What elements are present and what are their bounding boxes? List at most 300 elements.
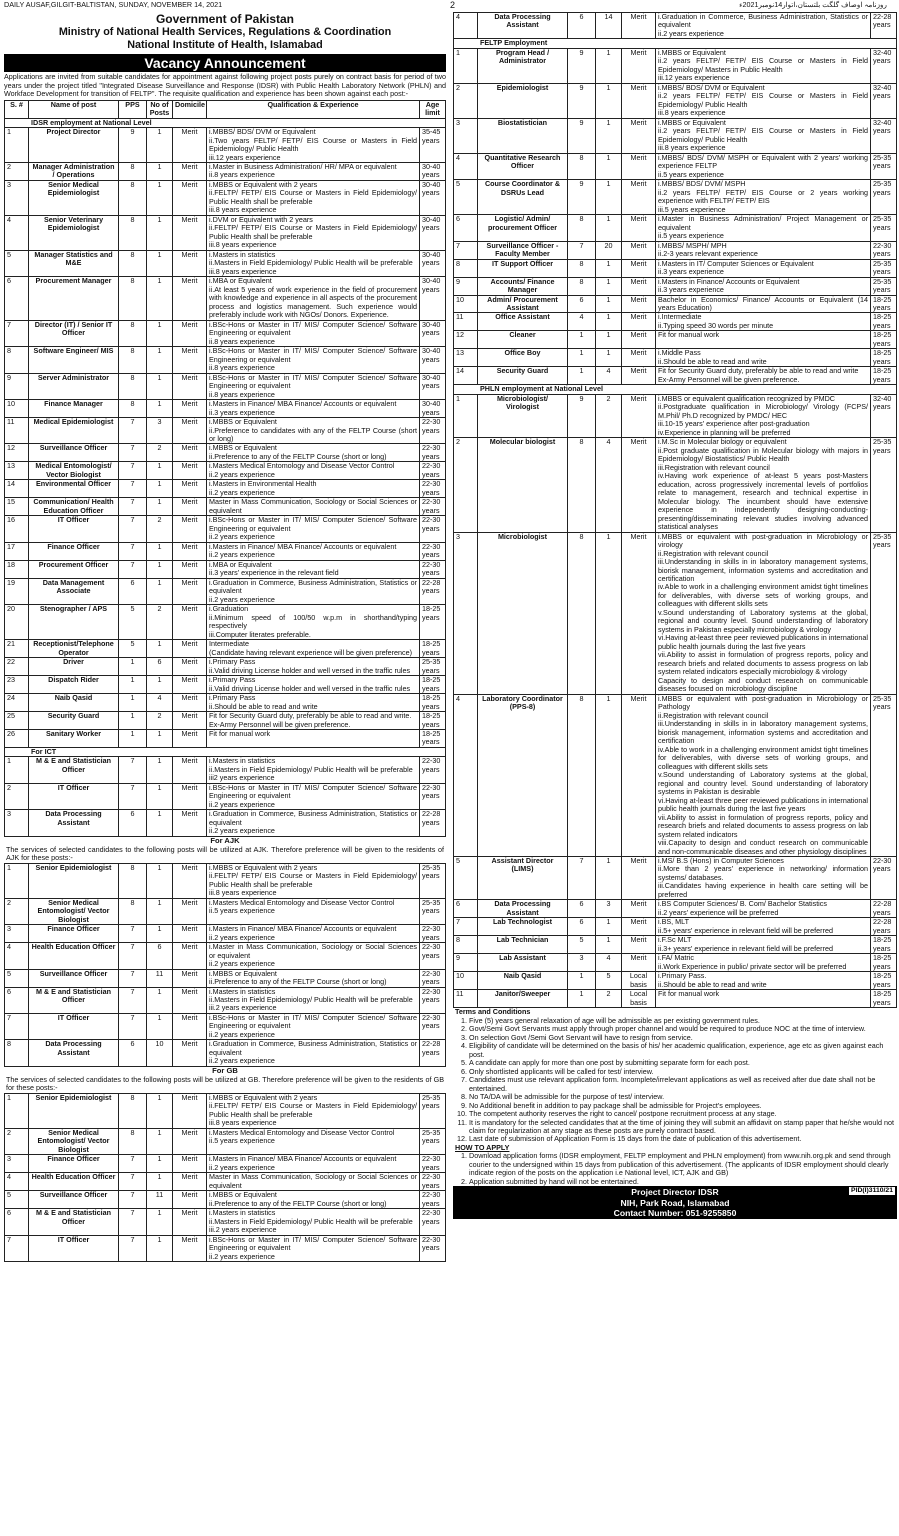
cell-domicile: Merit [622,241,656,259]
cell-serial: 4 [5,215,29,250]
cell-posts: 1 [147,462,173,480]
cell-qualification: Bachelor in Economics/ Finance/ Accounts or Equivalent (14 years Education) [656,295,871,313]
cell-pps: 7 [119,757,147,783]
table-row [454,295,897,313]
cell-pps: 8 [568,153,596,179]
cell-domicile: Merit [173,1040,207,1066]
table-row [5,560,446,578]
cell-domicile: Merit [173,1235,207,1261]
cell-serial: 1 [5,757,29,783]
list-item: 3. On selection Govt /Semi Govt Servant will have to resign from service. [469,1034,895,1042]
cell-qualification: i.BSc-Hons or Master in IT/ MIS/ Computer Science/ Software Engineering or equivalent ii.8 years experience [207,373,420,399]
cell-age: 25-35 years [871,259,897,277]
cell-age: 25-35 years [420,863,446,898]
footer-address: NIH, Park Road, Islamabad [620,1197,730,1208]
cell-post-name: Janitor/Sweeper [478,990,568,1008]
cell-qualification: i.BS, MLT ii.5+ years' experience in relevant field will be preferred [656,918,871,936]
cell-posts: 1 [147,1235,173,1261]
cell-qualification: i.BSc-Hons or Master in IT/ MIS/ Computer Science/ Software Engineering or equivalent ii.8 years experience [207,320,420,346]
cell-posts: 1 [147,277,173,320]
cell-pps: 9 [568,83,596,118]
cell-qualification: Fit for manual work [656,990,871,1008]
table-row [454,180,897,215]
table-row [5,162,446,180]
left-table-body [5,118,446,836]
cell-age: 18-25 years [871,313,897,331]
cell-posts: 1 [596,349,622,367]
cell-age: 22-30 years [420,757,446,783]
cell-domicile: Merit [173,462,207,480]
cell-serial: 1 [454,394,478,437]
cell-serial: 6 [5,1209,29,1235]
cell-pps: 4 [568,313,596,331]
cell-posts: 1 [596,694,622,856]
cell-post-name: Naib Qasid [478,972,568,990]
cell-pps: 7 [119,516,147,542]
cell-pps: 8 [568,215,596,241]
cell-age: 25-35 years [871,215,897,241]
cell-pps: 6 [568,295,596,313]
masthead-right: روزنامہ اوصاف گلگت بلتستان،اتوار14نومبر2021ء [739,0,887,9]
cell-pps: 7 [119,943,147,969]
cell-serial: 21 [5,640,29,658]
cell-posts: 1 [596,83,622,118]
cell-post-name: Accounts/ Finance Manager [478,277,568,295]
cell-pps: 6 [568,918,596,936]
cell-pps: 9 [568,394,596,437]
cell-domicile: Merit [173,1155,207,1173]
table-row [454,241,897,259]
cell-serial: 2 [5,162,29,180]
table-row [454,694,897,856]
cell-age: 22-30 years [420,516,446,542]
cell-posts: 4 [596,367,622,385]
cell-serial: 11 [454,990,478,1008]
cell-qualification: i.Graduation in Commerce, Business Administration, Statistics or equivalent ii.2 years experience [656,13,871,39]
cell-age: 18-25 years [420,694,446,712]
cell-pps: 7 [119,480,147,498]
cell-post-name: Receptionist/Telephone Operator [29,640,119,658]
cell-domicile: Merit [173,1191,207,1209]
cell-qualification: i.Intermediate ii.Typing speed 30 words per minute [656,313,871,331]
cell-post-name: Office Assistant [478,313,568,331]
cell-domicile: Merit [173,250,207,276]
cell-age: 22-30 years [420,1191,446,1209]
cell-qualification: i.FA/ Matric ii.Work Experience in public/ private sector will be preferred [656,954,871,972]
cell-domicile: Merit [173,578,207,604]
cell-post-name: Communication/ Health Education Officer [29,498,119,516]
cell-qualification: i.BSc-Hons or Master in IT/ MIS/ Computer Science/ Software Engineering or equivalent ii.2 years experience [207,783,420,809]
cell-serial: 11 [5,418,29,444]
cell-age: 18-25 years [420,605,446,640]
cell-domicile: Merit [622,349,656,367]
cell-pps: 7 [119,925,147,943]
cell-age: 22-30 years [420,418,446,444]
cell-age: 22-30 years [420,925,446,943]
cell-post-name: Office Boy [478,349,568,367]
cell-domicile: Merit [173,542,207,560]
cell-domicile: Merit [622,394,656,437]
header-post: Name of post [29,100,119,118]
cell-qualification: i.Masters Medical Entomology and Disease Vector Control ii.5 years experience [207,898,420,924]
cell-serial: 19 [5,578,29,604]
cell-domicile: Merit [622,954,656,972]
cell-serial: 3 [454,532,478,694]
cell-qualification: i.BSc-Hons or Master in IT/ MIS/ Computer Science/ Software Engineering or equivalent ii.8 years experience [207,347,420,373]
cell-domicile: Local basis [622,990,656,1008]
cell-post-name: IT Officer [29,1013,119,1039]
cell-post-name: Senior Medical Entomologist/ Vector Biologist [29,1128,119,1154]
cell-pps: 6 [119,810,147,836]
cell-post-name: Microbiologist [478,532,568,694]
cell-posts: 3 [596,900,622,918]
cell-post-name: Data Processing Assistant [29,1040,119,1066]
cell-domicile: Merit [622,532,656,694]
table-row [5,1093,446,1128]
table-row [5,1040,446,1066]
cell-pps: 6 [568,13,596,39]
cell-qualification: i.MBBS/ BDS/ DVM or Equivalent ii.Two years FELTP/ FETP/ EIS Course or Masters in Field Epidemiology/ Public Health iii.12 years experience [207,128,420,163]
table-row [5,498,446,516]
cell-domicile: Local basis [622,972,656,990]
cell-serial: 1 [5,863,29,898]
cell-post-name: Lab Technician [478,936,568,954]
cell-posts: 1 [147,578,173,604]
cell-serial: 20 [5,605,29,640]
cell-age: 22-30 years [871,241,897,259]
cell-posts: 1 [147,1173,173,1191]
cell-posts: 1 [596,532,622,694]
cell-posts: 4 [596,954,622,972]
cell-qualification: i.MBBS or equivalent with post-graduation in Microbiology or virology ii.Registration with relevant council iii.Understanding in skills in in laboratory management systems, biorisk management, information systems and accreditation and certification iv.Able to work in a challenging environment amidst tight timelines for deliverables, with diverse sets of working groups, and colleagues with different skills sets v.Sound understanding of Laboratory systems at the global, regional and country level. Sound understanding of laboratory systems in Pakistan especially microbiology & virology vi.Having at-least three peer reviewed publications in international public health journals during the last five years vii.Ability to assist in formulation of progress reports, policy and research briefs and related documents to assess progress on lab system related indicators especially microbiology & virology Capacity to design and conduct research on communicable diseases focused on microbiology discipline [656,532,871,694]
cell-serial: 4 [5,1173,29,1191]
cell-pps: 7 [119,1155,147,1173]
cell-age: 30-40 years [420,400,446,418]
cell-post-name: M & E and Statistician Officer [29,1209,119,1235]
table-row [5,757,446,783]
table-row [454,277,897,295]
cell-qualification: i.Masters Medical Entomology and Disease Vector Control ii.5 years experience [207,1128,420,1154]
table-row [5,987,446,1013]
table-row [5,215,446,250]
cell-domicile: Merit [173,373,207,399]
vacancy-table-right [453,12,897,1008]
table-row [454,13,897,39]
cell-qualification: i.Master in Business Administration/ Project Management or equivalent ii.5 years experience [656,215,871,241]
list-item: 9. No Additional benefit in addition to pay package shall be admissible for Project's employees. [469,1102,895,1110]
cell-domicile: Merit [173,162,207,180]
cell-post-name: Stenographer / APS [29,605,119,640]
cell-domicile: Merit [622,438,656,532]
pid-code: PID(I)3110/21 [851,1187,893,1195]
cell-qualification: i.Masters in Environmental Health ii.2 years experience [207,480,420,498]
cell-pps: 9 [568,118,596,153]
howto-title: HOW TO APPLY [455,1142,510,1152]
cell-domicile: Merit [173,400,207,418]
ministry-title: Ministry of National Health Services, Regulations & Coordination [58,26,392,39]
cell-posts: 1 [147,215,173,250]
cell-pps: 1 [119,712,147,730]
list-item: 8. No TA/DA will be admissible for the purpose of test/ interview. [469,1093,895,1101]
institute-title: National Institute of Health, Islamabad [127,38,323,51]
cell-post-name: Security Guard [478,367,568,385]
cell-posts: 1 [147,898,173,924]
cell-qualification: i.MBBS/ MSPH/ MPH ii.2-3 years relevant experience [656,241,871,259]
cell-age: 22-28 years [420,578,446,604]
cell-domicile: Merit [173,925,207,943]
cell-domicile: Merit [173,640,207,658]
cell-posts: 1 [147,400,173,418]
table-row [5,347,446,373]
cell-post-name: IT Support Officer [478,259,568,277]
section-title: For ICT [5,747,446,756]
cell-domicile: Merit [622,900,656,918]
cell-pps: 8 [568,694,596,856]
cell-posts: 20 [596,241,622,259]
list-item: 1. Download application forms (IDSR employment, FELTP employment and PHLN employment) from www.nih.org.pk and send through courier to the undersigned within 15 days from publication of this advertisement. (The applicants of IDSR employment should clearly indicate region of the posts on the application i.e National level, ICT, AJK and GB) [469,1152,895,1177]
cell-age: 30-40 years [420,180,446,215]
cell-domicile: Merit [622,215,656,241]
advertisement-header [4,12,446,52]
cell-domicile: Merit [173,712,207,730]
cell-domicile: Merit [173,215,207,250]
cell-pps: 9 [568,180,596,215]
cell-pps: 7 [119,1209,147,1235]
cell-qualification: Fit for manual work [656,331,871,349]
cell-serial: 10 [454,295,478,313]
table-row [454,331,897,349]
cell-qualification: i.Masters in statistics ii.Masters in Field Epidemiology/ Public Health will be preferable iii.2 years experience [207,987,420,1013]
cell-qualification: i.BS Computer Sciences/ B. Com/ Bachelor Statistics ii.2 years' experience will be preferred [656,900,871,918]
cell-qualification: i.MBBS or Equivalent with 2 years ii.FELTP/ FETP/ EIS Course or Masters in Field Epidemiology/ Public Health shall be preferable iii.8 years experience [207,863,420,898]
cell-post-name: Program Head / Administrator [478,48,568,83]
cell-serial: 9 [454,277,478,295]
cell-age: 25-35 years [871,180,897,215]
cell-pps: 6 [119,1040,147,1066]
vacancy-table-left [4,100,446,837]
cell-post-name: Health Education Officer [29,943,119,969]
cell-posts: 2 [596,394,622,437]
cell-domicile: Merit [173,516,207,542]
table-row [5,1155,446,1173]
cell-pps: 8 [119,215,147,250]
table-row [5,658,446,676]
header-qualification: Qualification & Experience [207,100,420,118]
cell-age: 18-25 years [871,349,897,367]
cell-qualification: i.Primary Pass ii.Valid driving License holder and well versed in the traffic rules [207,676,420,694]
cell-posts: 1 [596,259,622,277]
cell-pps: 7 [568,856,596,899]
cell-age: 25-35 years [871,277,897,295]
cell-qualification: i.BSc-Hons or Master in IT/ MIS/ Computer Science/ Software Engineering or equivalent ii.2 years experience [207,516,420,542]
cell-qualification: i.Masters in statistics ii.Masters in Field Epidemiology/ Public Health will be preferable iii.8 years experience [207,250,420,276]
cell-age: 30-40 years [420,373,446,399]
cell-qualification: i.Graduation in Commerce, Business Administration, Statistics or equivalent ii.2 years experience [207,1040,420,1066]
cell-qualification: i.F.Sc MLT ii.3+ years' experience in relevant field will be preferred [656,936,871,954]
cell-posts: 1 [147,1128,173,1154]
list-item: 2. Govt/Semi Govt Servants must apply through proper channel and would be required to produce NOC at the time of interview. [469,1025,895,1033]
table-row [5,277,446,320]
table-row [5,694,446,712]
cell-domicile: Merit [622,13,656,39]
table-row [5,969,446,987]
cell-post-name: Procurement Officer [29,560,119,578]
table-row [454,936,897,954]
cell-post-name: Admin/ Procurement Assistant [478,295,568,313]
cell-pps: 7 [119,987,147,1013]
cell-age: 22-30 years [420,1209,446,1235]
cell-qualification: i.MBBS or Equivalent ii.2 years FELTP/ FETP/ EIS Course or Masters in Field Epidemiology/ Public Health iii.8 years experience [656,118,871,153]
cell-pps: 8 [119,863,147,898]
cell-serial: 16 [5,516,29,542]
cell-post-name: Project Director [29,128,119,163]
table-row [5,810,446,836]
cell-posts: 1 [596,313,622,331]
list-item: 12. Last date of submission of Application Form is 15 days from the date of publication of this advertisement. [469,1135,895,1143]
cell-age: 22-28 years [420,810,446,836]
table-row [5,542,446,560]
cell-serial: 13 [5,462,29,480]
cell-posts: 1 [596,277,622,295]
cell-age: 30-40 years [420,320,446,346]
cell-post-name: Microbiologist/ Virologist [478,394,568,437]
cell-qualification: i.M.Sc in Molecular biology or equivalent ii.Post graduate qualification in Molecular biology with majors in Epidemiology/ Biostatistics/ Public Health iii.Registration with relevant council iv.Having work experience of at-least 5 years post-Masters education, across progressively incremental levels of portfolios relate to management, research and technical expertise in Molecular biology. The incumbent should have extensive experience in independently designing-conducting-presenting/disseminating relevant studies involving advanced statistical analyses [656,438,871,532]
table-row [454,532,897,694]
cell-age: 30-40 years [420,162,446,180]
cell-posts: 1 [147,810,173,836]
right-table-body [454,13,897,1008]
cell-serial: 6 [454,900,478,918]
gb-note: The services of selected candidates to the following posts will be utilized at GB. Therefore preference will be given to the residents of GB for these posts:- [6,1074,444,1093]
cell-post-name: Dispatch Rider [29,676,119,694]
cell-domicile: Merit [173,320,207,346]
cell-age: 22-30 years [420,783,446,809]
table-row [454,972,897,990]
cell-qualification: i.MBBS/ BDS/ DVM or Equivalent ii.2 years FELTP/ FETP/ EIS Course or Masters in Field Epidemiology/ Public Health iii.8 years experience [656,83,871,118]
cell-post-name: Biostatistician [478,118,568,153]
cell-post-name: Finance Officer [29,1155,119,1173]
cell-serial: 2 [5,1128,29,1154]
cell-domicile: Merit [173,729,207,747]
cell-serial: 14 [5,480,29,498]
table-row [5,863,446,898]
intro-paragraph: Applications are invited from suitable candidates for appointment against following project posts purely on contract basis for period of two years under the project titled "Integrated Disease Surveillance and Response (IDSR) with Public Health Laboratory Network (PHLN) and Workface Development for transition of FELTP". The requisite qualification and experience has been shown against each post:- [4,72,446,99]
table-row [454,215,897,241]
cell-domicile: Merit [622,83,656,118]
cell-serial: 13 [454,349,478,367]
section-title: PHLN employment at National Level [454,385,897,394]
cell-qualification: i.BSc-Hons or Master in IT/ MIS/ Computer Science/ Software Engineering or equivalent ii.2 years experience [207,1013,420,1039]
table-row [454,48,897,83]
cell-posts: 1 [147,1155,173,1173]
cell-domicile: Merit [622,331,656,349]
table-row [5,400,446,418]
cell-age: 25-35 years [420,1128,446,1154]
cell-age: 18-25 years [871,295,897,313]
cell-serial: 9 [454,954,478,972]
masthead [4,0,895,10]
cell-serial: 4 [5,943,29,969]
cell-posts: 1 [147,640,173,658]
table-header-row [5,100,446,118]
gb-table-body [5,1093,446,1261]
cell-serial: 4 [454,694,478,856]
cell-pps: 8 [119,347,147,373]
table-row [5,516,446,542]
cell-qualification: Fit for manual work [207,729,420,747]
cell-pps: 5 [119,605,147,640]
cell-serial: 2 [5,783,29,809]
cell-posts: 2 [147,712,173,730]
cell-posts: 1 [147,757,173,783]
cell-qualification: i.Graduation in Commerce, Business Administration, Statistics or equivalent ii.2 years experience [207,810,420,836]
cell-domicile: Merit [173,658,207,676]
cell-post-name: M & E and Statistician Officer [29,757,119,783]
cell-qualification: i.Primary Pass. ii.Should be able to read and write [656,972,871,990]
cell-post-name: IT Officer [29,516,119,542]
cell-age: 22-30 years [420,969,446,987]
cell-post-name: Quantitative Research Officer [478,153,568,179]
cell-posts: 1 [147,320,173,346]
cell-pps: 8 [119,277,147,320]
cell-posts: 1 [596,180,622,215]
cell-post-name: Molecular biologist [478,438,568,532]
table-row [5,418,446,444]
cell-domicile: Merit [173,128,207,163]
cell-pps: 3 [568,954,596,972]
cell-domicile: Merit [173,987,207,1013]
cell-pps: 7 [119,1173,147,1191]
cell-posts: 1 [147,180,173,215]
cell-serial: 12 [454,331,478,349]
cell-posts: 1 [147,863,173,898]
cell-post-name: Course Coordinator & DSRUs Lead [478,180,568,215]
cell-serial: 5 [454,180,478,215]
table-row [454,83,897,118]
cell-qualification: i.MBBS/ BDS/ DVM/ MSPH ii.2 years FELTP/ FETP/ EIS Course or 2 years working experience with FELTP/ FETP/ EIS iii.5 years experience [656,180,871,215]
table-row [5,462,446,480]
cell-pps: 1 [568,972,596,990]
cell-post-name: Senior Medical Epidemiologist [29,180,119,215]
table-row [454,954,897,972]
cell-qualification: i.MBBS or Equivalent ii.Preference to any of the FELTP Course (short or long) [207,1191,420,1209]
cell-domicile: Merit [173,560,207,578]
cell-pps: 7 [119,498,147,516]
cell-pps: 8 [568,259,596,277]
cell-serial: 4 [454,13,478,39]
cell-age: 18-25 years [871,972,897,990]
cell-age: 25-35 years [871,438,897,532]
cell-domicile: Merit [622,259,656,277]
cell-age: 25-35 years [420,898,446,924]
cell-qualification: i.DVM or Equivalent with 2 years ii.FELTP/ FETP/ EIS Course or Masters in Field Epidemiology/ Public Health shall be preferable iii.8 years experience [207,215,420,250]
cell-age: 22-28 years [420,1040,446,1066]
cell-domicile: Merit [173,969,207,987]
cell-posts: 2 [147,516,173,542]
cell-post-name: Senior Veterinary Epidemiologist [29,215,119,250]
cell-posts: 3 [147,418,173,444]
cell-pps: 8 [119,250,147,276]
cell-domicile: Merit [622,277,656,295]
table-row [5,943,446,969]
table-row [454,259,897,277]
terms-section [453,1008,897,1186]
cell-age: 25-35 years [871,532,897,694]
cell-serial: 7 [454,918,478,936]
cell-serial: 5 [5,250,29,276]
cell-pps: 5 [119,640,147,658]
cell-qualification: i.MBBS or Equivalent with 2 years ii.FELTP/ FETP/ EIS Course or Masters in Field Epidemiology/ Public Health shall be preferable iii.8 years experience [207,1093,420,1128]
